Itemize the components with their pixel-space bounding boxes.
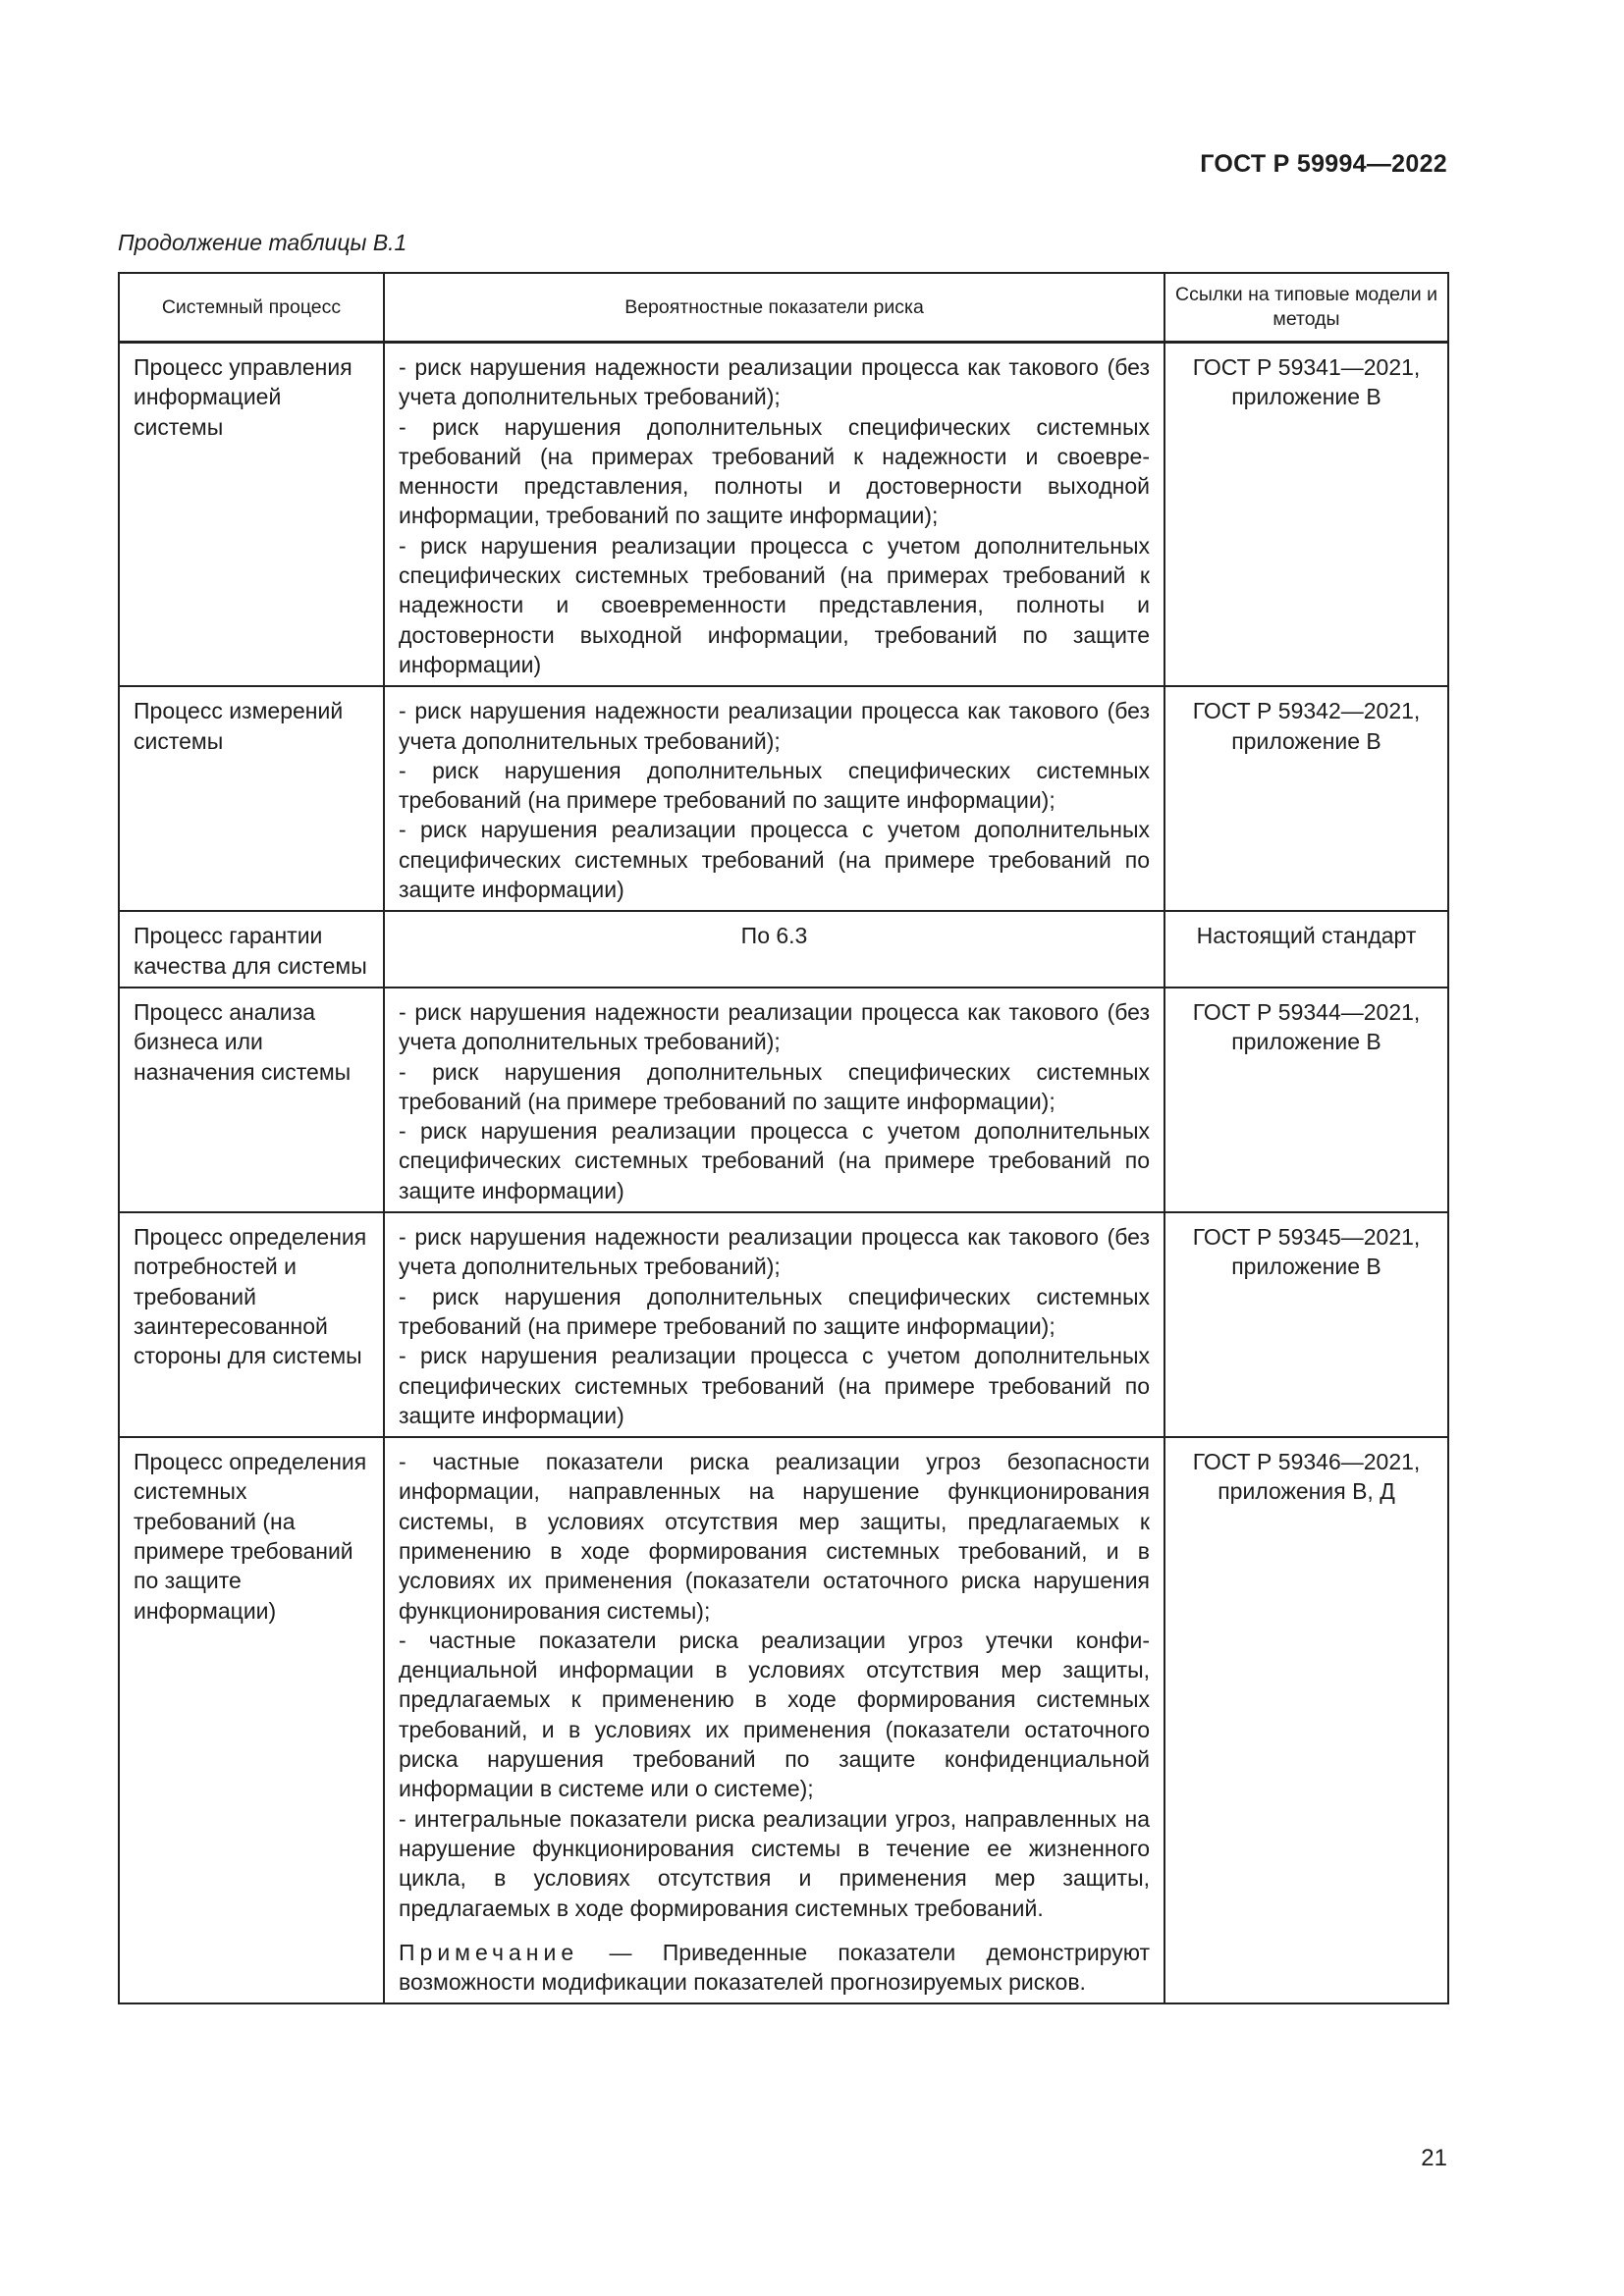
risk-indicators-table: [118, 272, 1449, 2004]
process-name: Процесс измерений системы: [119, 686, 384, 911]
table-note: [399, 1938, 1150, 1998]
table-header-row: [119, 273, 1448, 343]
process-name: Процесс анализа бизнеса или назначения системы: [119, 988, 384, 1212]
table-row: [119, 343, 1448, 687]
process-name: Процесс определения системных требований (на примере требований по защите информации): [119, 1437, 384, 2003]
table-caption: Продолжение таблицы В.1: [118, 230, 407, 255]
risk-item: - риск нарушения дополнительных специфических системных требований (на примере требований по защите информации);: [399, 757, 1150, 814]
table-row: [119, 1212, 1448, 1437]
column-header-process: Системный процесс: [119, 273, 384, 343]
risk-indicators: [384, 1212, 1164, 1437]
reference: Настоящий стандарт: [1164, 911, 1448, 988]
risk-indicators: [384, 686, 1164, 911]
risk-indicators: [384, 911, 1164, 988]
column-header-indicators: Вероятностные показатели риска: [384, 273, 1164, 343]
risk-indicators: [384, 1437, 1164, 2003]
reference: ГОСТ Р 59344—2021, приложение В: [1164, 988, 1448, 1212]
risk-item: - риск нарушения надежности реализации процесса как такового (без учета дополнительных требований);: [399, 998, 1150, 1055]
risk-item: - риск нарушения надежности реализации процесса как такового (без учета дополнительных требований);: [399, 1224, 1150, 1280]
risk-item: - риск нарушения дополнительных специфических системных требований (на примере требований по защите информации);: [399, 1058, 1150, 1114]
table-row: [119, 911, 1448, 988]
process-name: Процесс гарантии качества для системы: [119, 911, 384, 988]
reference: ГОСТ Р 59341—2021, приложение В: [1164, 343, 1448, 687]
column-header-references: Ссылки на типовые модели и методы: [1164, 273, 1448, 343]
risk-item: По 6.3: [740, 923, 808, 949]
reference: ГОСТ Р 59342—2021, приложение В: [1164, 686, 1448, 911]
risk-item: - риск нарушения реализации процесса с учетом дополнительных специфических системных требований (на примере требований по защите информации): [399, 1343, 1150, 1428]
risk-item: - риск нарушения дополнительных специфических системных требований (на примере требований по защите информации);: [399, 1283, 1150, 1339]
risk-item: - риск нарушения дополнительных специфических системных требований (на примерах требований к надежности и своевременности представления, полноты и достоверности выходной информации, требований по защите информации);: [399, 413, 1150, 529]
table-row: [119, 988, 1448, 1212]
risk-indicators: [384, 988, 1164, 1212]
process-name: Процесс управления информацией системы: [119, 343, 384, 687]
risk-indicators: [384, 343, 1164, 687]
risk-item: - интегральные показатели риска реализации угроз, направленных на нарушение функционирования системы в течение ее жизненного цикла, в условиях отсутствия и применения мер защиты, предлагаемых в ходе формирования системных требований.: [399, 1805, 1150, 1921]
table-row: [119, 1437, 1448, 2003]
risk-item: - риск нарушения реализации процесса с учетом дополнительных специфических системных требований (на примерах требований к надежности и своевременности представления, полноты и достоверности выходной информации, требований по защите информации): [399, 532, 1150, 677]
risk-item: - риск нарушения реализации процесса с учетом дополнительных специфических системных требований (на примере требований по защите информации): [399, 1118, 1150, 1203]
reference: ГОСТ Р 59346—2021, приложения В, Д: [1164, 1437, 1448, 2003]
risk-item: - риск нарушения реализации процесса с учетом дополнительных специфических системных требований (на примере требований по защите информации): [399, 817, 1150, 903]
risk-item: - риск нарушения надежности реализации процесса как такового (без учета дополнительных требований);: [399, 354, 1150, 410]
risk-item: - риск нарушения надежности реализации процесса как такового (без учета дополнительных требований);: [399, 698, 1150, 754]
note-label: Примечание: [399, 1939, 579, 1965]
risk-item: - частные показатели риска реализации угроз безопасности информации, направленных на нарушение функционирования системы, в условиях отсутствия мер защиты, предлагаемых к применению в ходе формирования системных требований, и в условиях их применения (показатели остаточного риска нарушения функционирования системы);: [399, 1449, 1150, 1624]
reference: ГОСТ Р 59345—2021, приложение В: [1164, 1212, 1448, 1437]
page-number: 21: [1421, 2145, 1447, 2171]
process-name: Процесс определения потребностей и требований заинтересованной стороны для системы: [119, 1212, 384, 1437]
risk-item: - частные показатели риска реализации угроз утечки конфиденциальной информации в условиях отсутствия мер защиты, предлагаемых к применению в ходе формирования системных требований, и в условиях их применения (показатели остаточного риска нарушения требований по защите конфиденциальной информации в системе или о системе);: [399, 1627, 1150, 1802]
table-row: [119, 686, 1448, 911]
standard-designation: ГОСТ Р 59994—2022: [1200, 150, 1447, 178]
note-text: — Приведенные показатели демонстрируют возможности модификации показателей прогнозируемых рисков.: [399, 1939, 1150, 1996]
